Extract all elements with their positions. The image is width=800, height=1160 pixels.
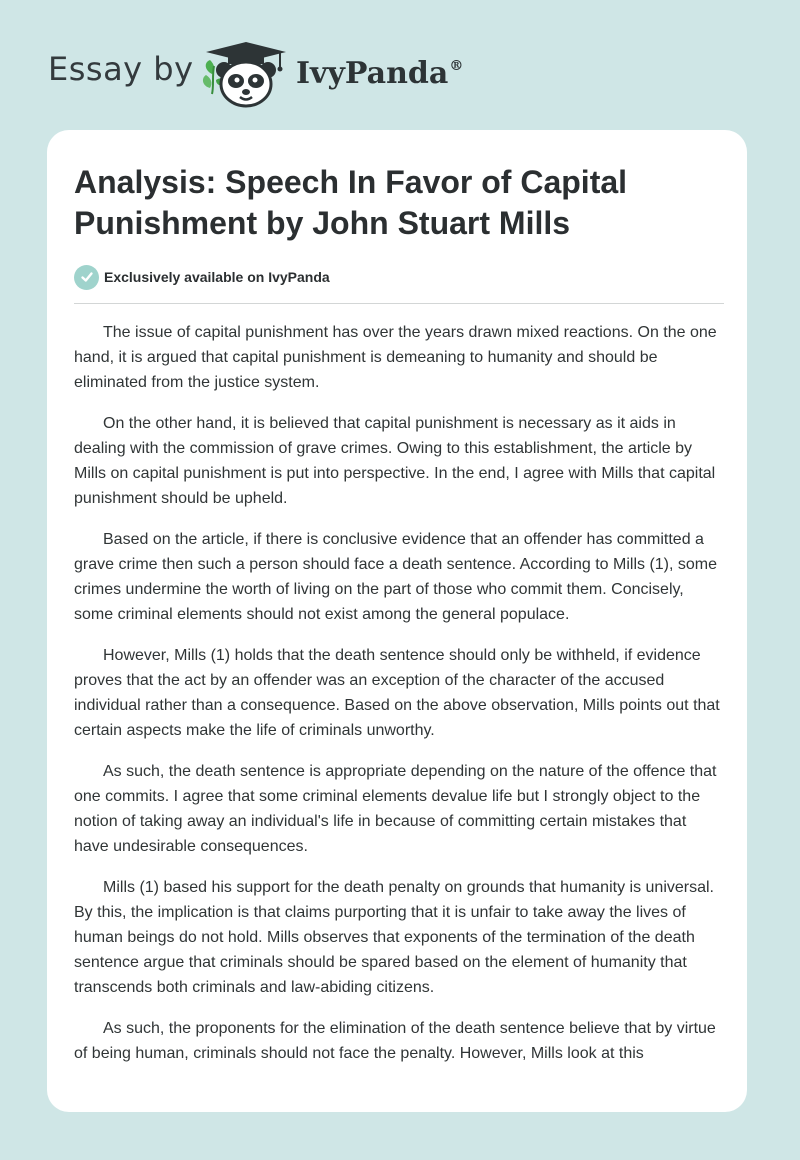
paragraph: Based on the article, if there is conclusive evidence that an offender has committed a grave crime then such a person should face a death sentence. According to Mills (1), some crimes undermine the worth of living on the part of those who commit them. Concisely, some criminal elements should not exist among the general populace. — [74, 531, 718, 623]
brand-logo-text[interactable]: IvyPanda® — [296, 56, 464, 91]
essay-body — [74, 320, 724, 1082]
paragraph: As such, the proponents for the elimination of the death sentence believe that by virtue of being human, criminals should not face the penalty. However, Mills look at this — [74, 1020, 716, 1062]
site-header — [0, 0, 800, 130]
paragraph: However, Mills (1) holds that the death sentence should only be withheld, if evidence proves that the act by an offender was an exception of the character of the accused individual rather than a consequence. Based on the above observation, Mills points out that certain aspects make the life of criminals unworthy. — [74, 647, 720, 739]
paragraph: On the other hand, it is believed that capital punishment is necessary as it aids in dealing with the commission of grave crimes. Owing to this establishment, the article by Mills on capital punishment is put into perspective. In the end, I agree with Mills that capital punishment should be upheld. — [74, 415, 716, 507]
essay-card — [47, 130, 747, 1112]
paragraph: The issue of capital punishment has over the years drawn mixed reactions. On the one hand, it is argued that capital punishment is demeaning to humanity and should be eliminated from the justice system. — [74, 324, 717, 391]
paragraph: As such, the death sentence is appropriate depending on the nature of the offence that one commits. I agree that some criminal elements devalue life but I strongly object to the notion of taking away an individual's life in because of committing certain mistakes that have undesirable consequences. — [74, 763, 717, 855]
page-title: Analysis: Speech In Favor of Capital Punishment by John Stuart Mills — [74, 164, 628, 241]
exclusive-badge — [74, 264, 330, 290]
badge-label: Exclusively available on IvyPanda — [104, 269, 330, 285]
checkmark-icon — [74, 265, 99, 290]
paragraph: Mills (1) based his support for the death penalty on grounds that humanity is universal. By this, the implication is that claims purporting that it is unfair to take away the lives of human beings do not hold. Mills observes that exponents of the termination of the death sentence argue that criminals should be spared based on the element of humanity that transcends both criminals and law-abiding citizens. — [74, 879, 714, 996]
divider — [74, 303, 724, 304]
panda-graduate-icon[interactable] — [200, 36, 292, 110]
essay-by-label: Essay by — [48, 50, 194, 88]
